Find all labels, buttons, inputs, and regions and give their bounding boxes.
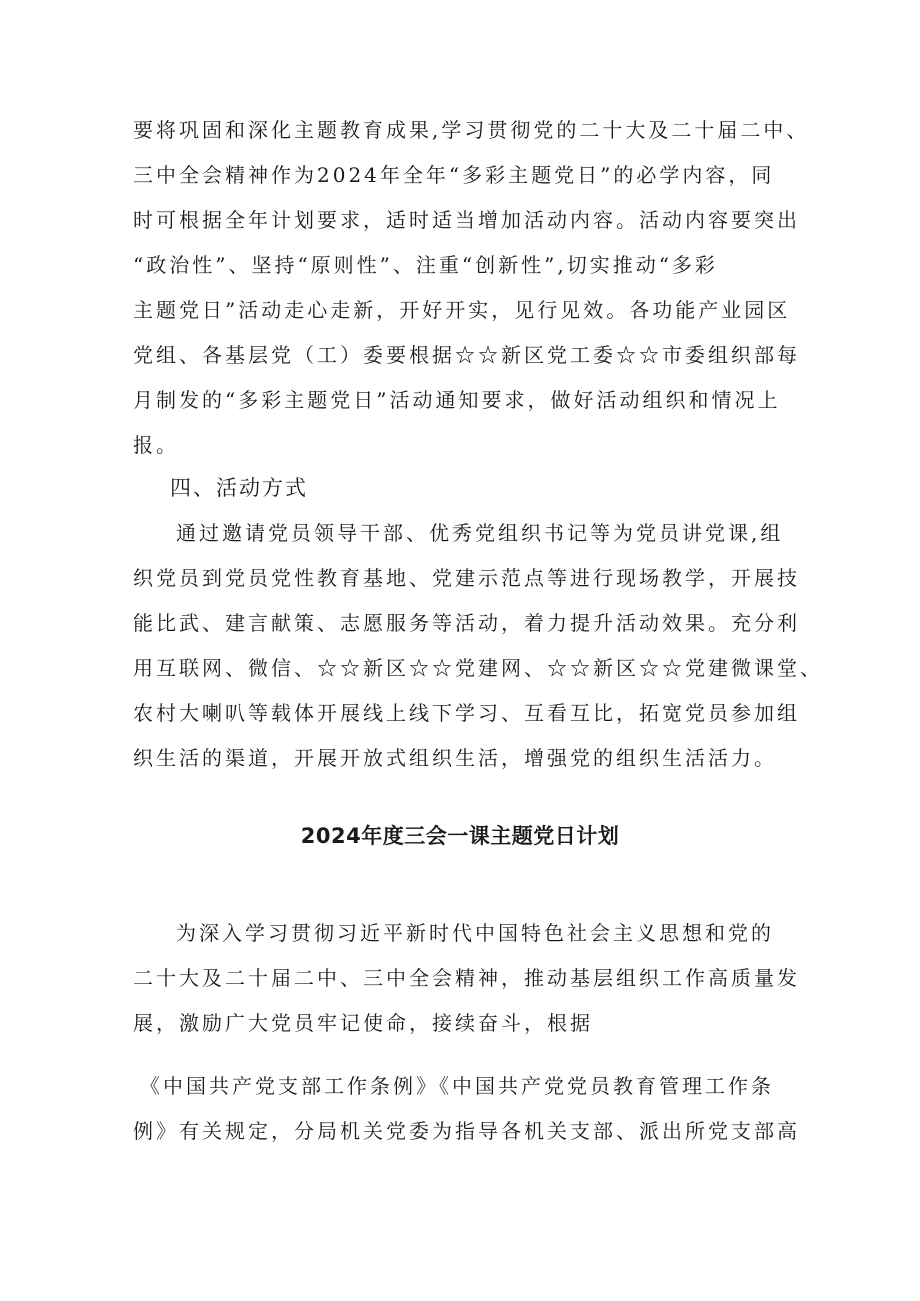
- text-line: 时可根据全年计划要求，适时适当增加活动内容。活动内容要突出: [133, 208, 800, 232]
- text-line: 要将巩固和深化主题教育成果,学习贯彻党的二十大及二十届二中、: [133, 118, 810, 142]
- text-line: 例》有关规定，分局机关党委为指导各机关支部、派出所党支部高: [133, 1119, 800, 1143]
- text-line: 展，激励广大党员牢记使命，接续奋斗，根据: [133, 1011, 593, 1035]
- text-line: 《中国共产党支部工作条例》《中国共产党党员教育管理工作条: [140, 1074, 774, 1098]
- text-line: 主题党日”活动走心走新，开好开实，见行见效。各功能产业园区: [133, 298, 791, 322]
- text-line: 能比武、建言献策、志愿服务等活动，着力提升活动效果。充分利: [133, 611, 800, 635]
- text-line: 三中全会精神作为2024年全年“多彩主题党日”的必学内容，同: [133, 163, 775, 187]
- text-line: 月制发的“多彩主题党日”活动通知要求，做好活动组织和情况上: [133, 388, 781, 412]
- text-line: “政治性”、坚持“原则性”、注重“创新性”,切实推动“多彩: [133, 253, 718, 277]
- text-line: 党组、各基层党（工）委要根据☆☆新区党工委☆☆市委组织部每: [133, 343, 800, 367]
- text-line: 为深入学习贯彻习近平新时代中国特色社会主义思想和党的: [176, 921, 774, 945]
- text-line: 农村大喇叭等载体开展线上线下学习、互看互比，拓宽党员参加组: [133, 701, 800, 725]
- text-line: 报。: [133, 433, 179, 457]
- text-line: 通过邀请党员领导干部、优秀党组织书记等为党员讲党课,组: [176, 521, 784, 545]
- document-title: 2024年度三会一课主题党日计划: [300, 824, 620, 848]
- text-line: 织党员到党员党性教育基地、党建示范点等进行现场教学，开展技: [133, 566, 800, 590]
- text-line: 二十大及二十届二中、三中全会精神，推动基层组织工作高质量发: [133, 966, 800, 990]
- section-heading-activity-method: 四、活动方式: [170, 476, 308, 500]
- text-line: 织生活的渠道，开展开放式组织生活，增强党的组织生活活力。: [133, 746, 777, 770]
- text-line: 用互联网、微信、☆☆新区☆☆党建网、☆☆新区☆☆党建微课堂、: [133, 656, 823, 680]
